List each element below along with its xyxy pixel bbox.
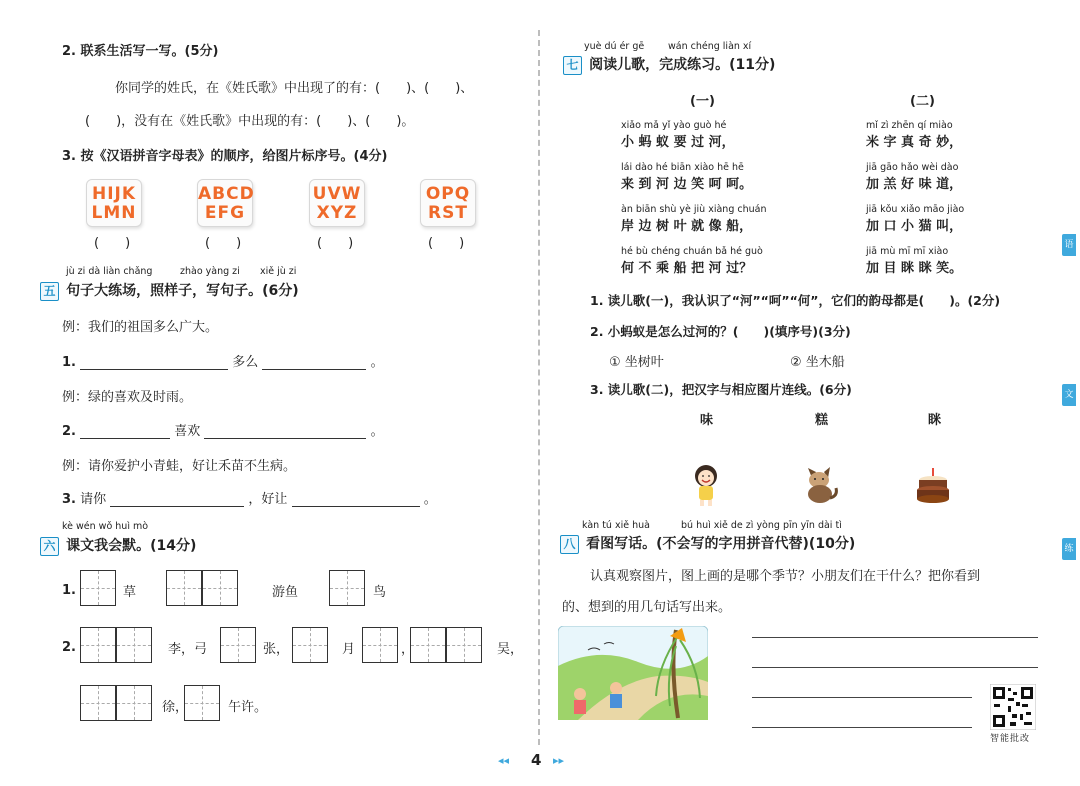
blank-line[interactable] <box>80 424 170 439</box>
sec8-prompt-2: 的、想到的用几句话写出来。 <box>562 600 732 615</box>
card-bottom-text: EFG <box>204 203 246 223</box>
match-char-gao[interactable]: 糕 <box>815 413 829 428</box>
card-bottom-text: RST <box>428 203 468 223</box>
poem-pinyin: jiā gāo hǎo wèi dào <box>866 162 959 173</box>
section-five-header <box>40 280 299 301</box>
poem-line: 小 蚂 蚁 要 过 河， <box>621 135 735 150</box>
blank-line[interactable] <box>292 492 420 507</box>
writing-line[interactable] <box>752 667 1038 668</box>
grid-label: 李，弓 <box>168 642 208 657</box>
item-keyword: ，好让 <box>248 492 288 507</box>
sec7-q3: 3. 读儿歌(二)，把汉字与相应图片连线。(6分) <box>590 382 852 397</box>
poem-pinyin: jiā kǒu xiǎo māo jiào <box>866 204 965 215</box>
item-end: 。 <box>423 492 437 507</box>
writing-grid-box[interactable] <box>166 570 202 606</box>
sentence-item-1 <box>62 351 384 370</box>
spring-scene-illustration[interactable] <box>558 626 708 720</box>
cake-illustration[interactable] <box>913 466 953 506</box>
writing-grid-box[interactable] <box>116 685 152 721</box>
section-badge: 六 <box>40 537 59 556</box>
sec6-pinyin: kè wén wǒ huì mò <box>62 521 149 532</box>
sec7-pinyin-2: wán chéng liàn xí <box>668 41 752 52</box>
poem-pinyin: jiā mù mī mī xiào <box>866 246 949 257</box>
example-3: 例：请你爱护小青蛙，好让禾苗不生病。 <box>62 459 297 474</box>
sec8-prompt-1: 认真观察图片，图上画的是哪个季节？小朋友们在干什么？把你看到 <box>590 569 981 584</box>
side-tab[interactable]: 文 <box>1062 384 1076 406</box>
example-2: 例：绿的喜欢及时雨。 <box>62 390 193 405</box>
section-badge: 八 <box>560 535 579 554</box>
smiling-girl-illustration[interactable] <box>688 462 724 506</box>
poem-pinyin: lái dào hé biān xiào hē hē <box>621 162 744 173</box>
writing-line[interactable] <box>752 637 1038 638</box>
card-top-text: HIJK <box>91 184 137 204</box>
writing-grid-box[interactable] <box>202 570 238 606</box>
poem-one-label: (一) <box>690 94 715 109</box>
card-bottom-text: LMN <box>91 203 137 223</box>
letter-card-opq <box>420 179 476 227</box>
writing-grid-box[interactable] <box>80 685 116 721</box>
section-six-header <box>40 535 196 556</box>
writing-grid-box[interactable] <box>80 627 116 663</box>
writing-grid-box[interactable] <box>116 627 152 663</box>
sec5-pinyin-1: jù zi dà liàn chǎng <box>66 266 153 277</box>
poem-line: 何 不 乘 船 把 河 过？ <box>621 261 753 276</box>
poem-line: 米 字 真 奇 妙， <box>866 135 963 150</box>
writing-grid-box[interactable] <box>410 627 446 663</box>
letter-card-uvw <box>309 179 365 227</box>
match-char-mi[interactable]: 眯 <box>928 413 942 428</box>
letter-card-hijk <box>86 179 142 227</box>
item-number: 2. <box>62 640 76 655</box>
side-tab[interactable]: 语 <box>1062 234 1076 256</box>
writing-grid-box[interactable] <box>446 627 482 663</box>
sec8-pinyin-1: kàn tú xiě huà <box>582 520 650 531</box>
section-badge: 五 <box>40 282 59 301</box>
example-1: 例：我们的祖国多么广大。 <box>62 320 219 335</box>
grid-label: 草 <box>123 585 137 600</box>
item-keyword: 喜欢 <box>174 424 201 439</box>
card-top-text: ABCD <box>198 184 255 204</box>
grid-label: 月 <box>342 642 356 657</box>
section-eight-header <box>560 533 855 554</box>
section-badge: 七 <box>563 56 582 75</box>
writing-grid-box[interactable] <box>292 627 328 663</box>
item-number: 2. <box>62 424 76 439</box>
writing-grid-box[interactable] <box>329 570 365 606</box>
item-number: 1. <box>62 583 76 598</box>
grid-label: ， <box>401 642 415 657</box>
sec7-q1: 1. 读儿歌(一)，我认识了“河”“呵”“何”，它们的韵母都是( )。(2分) <box>590 293 1001 308</box>
grid-label: 张， <box>263 642 290 657</box>
item-keyword: 请你 <box>80 492 107 507</box>
option-two: ② 坐木船 <box>790 355 845 370</box>
sentence-item-2 <box>62 420 384 439</box>
qr-label: 智能批改 <box>990 734 1031 744</box>
prev-page-icon[interactable]: ◂◂ <box>498 754 510 767</box>
sec8-pinyin-2: bú huì xiě de zì yòng pīn yīn dài tì <box>681 520 842 531</box>
card-top-text: OPQ <box>425 184 471 204</box>
item-end: 。 <box>370 355 384 370</box>
writing-grid-box[interactable] <box>184 685 220 721</box>
writing-line[interactable] <box>752 697 972 698</box>
section-title: 课文我会默。(14分) <box>66 538 197 554</box>
poem-pinyin: hé bù chéng chuán bǎ hé guò <box>621 246 763 257</box>
q2-line2: ( )，没有在《姓氏歌》中出现的有：( )、( )。 <box>85 114 415 129</box>
poem-line: 加 口 小 猫 叫， <box>866 219 963 234</box>
blank-line[interactable] <box>262 355 366 370</box>
item-end: 。 <box>370 424 384 439</box>
option-one: ① 坐树叶 <box>609 355 664 370</box>
sec5-pinyin-3: xiě jù zi <box>260 266 297 277</box>
blank-line[interactable] <box>80 355 228 370</box>
poem-pinyin: mǐ zì zhēn qí miào <box>866 120 953 131</box>
grid-label: 午许。 <box>228 700 268 715</box>
writing-line[interactable] <box>752 727 972 728</box>
match-char-wei[interactable]: 味 <box>700 413 714 428</box>
poem-line: 加 羔 好 味 道， <box>866 177 963 192</box>
grid-label: 游鱼 <box>272 585 299 600</box>
card-top-text: UVW <box>312 184 362 204</box>
next-page-icon[interactable]: ▸▸ <box>553 754 565 767</box>
blank-line[interactable] <box>110 492 244 507</box>
poem-pinyin: àn biān shù yè jiù xiàng chuán <box>621 204 767 215</box>
writing-grid-box[interactable] <box>220 627 256 663</box>
q2-title: 2. 联系生活写一写。(5分) <box>62 44 219 59</box>
side-tab[interactable]: 练 <box>1062 538 1076 560</box>
page-divider <box>538 30 540 745</box>
card-answer-paren[interactable]: ( ) <box>94 236 131 251</box>
poem-two-label: (二) <box>910 94 935 109</box>
q3-title: 3. 按《汉语拼音字母表》的顺序，给图片标序号。(4分) <box>62 149 388 164</box>
qr-code-icon[interactable] <box>990 684 1036 730</box>
grid-label: 鸟 <box>373 585 387 600</box>
cat-illustration[interactable] <box>800 464 840 506</box>
item-number: 3. <box>62 492 76 507</box>
letter-card-abcd <box>197 179 253 227</box>
writing-grid-box[interactable] <box>80 570 116 606</box>
item-keyword: 多么 <box>232 355 259 370</box>
writing-grid-box[interactable] <box>362 627 398 663</box>
page-number: 4 <box>531 751 542 769</box>
poem-pinyin: xiǎo mǎ yǐ yào guò hé <box>621 120 727 131</box>
q2-line1: 你同学的姓氏，在《姓氏歌》中出现了的有：( )、( )、 <box>115 81 474 96</box>
item-number: 1. <box>62 355 76 370</box>
blank-line[interactable] <box>204 424 366 439</box>
section-title: 句子大练场，照样子，写句子。(6分) <box>66 283 299 299</box>
sec5-pinyin-2: zhào yàng zi <box>180 266 240 277</box>
sentence-item-3 <box>62 488 437 507</box>
card-answer-paren[interactable]: ( ) <box>428 236 465 251</box>
sec7-pinyin-1: yuè dú ér gē <box>584 41 645 52</box>
card-answer-paren[interactable]: ( ) <box>317 236 354 251</box>
section-title: 看图写话。(不会写的字用拼音代替)(10分) <box>586 536 856 552</box>
card-answer-paren[interactable]: ( ) <box>205 236 242 251</box>
grid-label: 徐， <box>162 700 189 715</box>
sec7-q2: 2. 小蚂蚁是怎么过河的？( )(填序号)(3分) <box>590 324 851 339</box>
grid-label: 吴， <box>497 642 524 657</box>
section-title: 阅读儿歌，完成练习。(11分) <box>589 57 776 73</box>
poem-line: 岸 边 树 叶 就 像 船， <box>621 219 753 234</box>
section-seven-header <box>563 54 775 75</box>
card-bottom-text: XYZ <box>316 203 358 223</box>
poem-line: 加 目 眯 眯 笑。 <box>866 261 963 276</box>
poem-line: 来 到 河 边 笑 呵 呵。 <box>621 177 753 192</box>
